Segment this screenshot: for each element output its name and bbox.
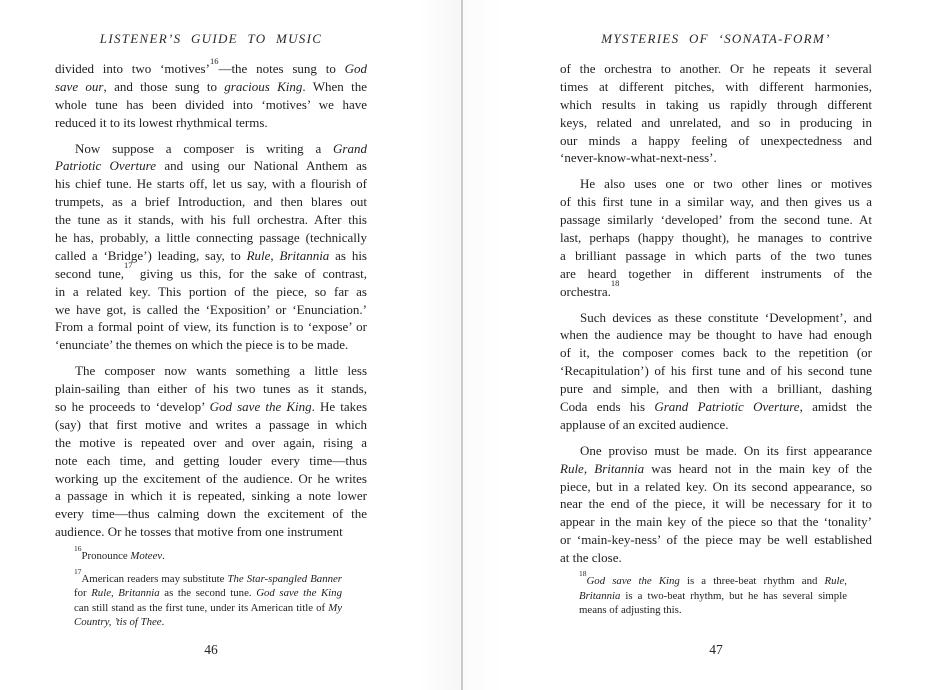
text-run: ‘Recapitulation’) of his first tune and of his second tune <box>560 363 872 379</box>
text-line <box>55 247 367 265</box>
text-line <box>560 478 872 496</box>
text-line <box>579 569 847 589</box>
text-line <box>55 96 367 114</box>
italic-text: Rule, Britannia <box>91 587 160 600</box>
text-run: his chief tune. He starts off, let us say, with a flourish of <box>55 176 367 192</box>
text-run: a passage in which it is repeated, sinking a note lower <box>55 488 367 504</box>
text-run: as his <box>329 247 367 263</box>
footnote-reference: 17 <box>74 567 82 576</box>
text-line <box>560 78 872 96</box>
text-line <box>560 460 872 478</box>
text-line <box>55 229 367 247</box>
text-line <box>560 309 872 327</box>
text-line <box>560 398 872 416</box>
text-line <box>55 157 367 175</box>
italic-text: Rule, Britannia <box>246 247 330 263</box>
text-line <box>579 603 847 618</box>
italic-text: save our <box>55 78 104 94</box>
text-run: The composer now wants something a little less <box>75 363 367 379</box>
text-line <box>560 380 872 398</box>
text-line <box>560 247 872 265</box>
italic-text: Grand <box>333 140 367 156</box>
text-run: . He takes <box>311 399 368 415</box>
text-run: means of adjusting this. <box>579 604 682 617</box>
text-line <box>560 96 872 114</box>
text-run: He also uses one or two other lines or motives <box>580 176 872 192</box>
paragraph <box>55 55 368 132</box>
text-line <box>55 434 367 452</box>
text-line <box>560 326 872 344</box>
text-run: and using our National Anthem as <box>156 158 367 174</box>
text-run: keys, related and unrelated, and so in producing in <box>560 114 872 130</box>
text-run: passage similarly ‘developed’ from the second tune. At <box>560 212 872 228</box>
text-run: so he proceeds to ‘develop’ <box>55 399 210 415</box>
text-run: as the second tune. <box>159 587 257 600</box>
text-run: last, perhaps (happy thought), he manages to contrive <box>560 230 872 246</box>
text-run: , and those sung to <box>103 78 225 94</box>
text-run: From a formal point of view, its function is to ‘expose’ or <box>55 319 367 335</box>
text-run: applause of an excited audience. <box>560 416 729 432</box>
text-run: pure and simple, and then with a brilliant, dashing <box>560 381 872 397</box>
text-run: he has, probably, a little connecting passage (technically <box>55 230 367 246</box>
text-line <box>55 211 367 229</box>
text-line <box>55 487 367 505</box>
text-line <box>55 398 367 416</box>
text-line <box>560 495 872 513</box>
footnote-reference: 16 <box>209 55 219 66</box>
text-line <box>55 114 367 132</box>
text-line <box>560 132 872 150</box>
text-run: reduced it to its lowest rhythmical terms. <box>55 114 268 130</box>
text-run: we have got, is called the ‘Exposition’ or ‘Enunciation.’ <box>55 301 367 317</box>
text-run: our minds a happy feeling of unexpectedness and <box>560 132 872 148</box>
text-run: Coda ends his <box>560 399 655 415</box>
text-line <box>55 260 368 283</box>
page-left-body <box>55 55 368 549</box>
text-line <box>55 140 367 158</box>
text-line <box>55 55 368 78</box>
text-line <box>55 283 367 301</box>
text-run: whole tune has been divided into ‘motives’ we have <box>55 96 367 112</box>
text-line <box>55 505 367 523</box>
text-run: One proviso must be made. On its first appearance <box>580 442 872 458</box>
text-line <box>55 336 367 354</box>
text-line <box>560 229 872 247</box>
text-line <box>560 531 872 549</box>
text-run: Such devices as these constitute ‘Development’, and <box>580 309 872 325</box>
paragraph <box>560 309 872 434</box>
text-line <box>55 452 367 470</box>
text-line <box>560 193 872 211</box>
italic-text: Patriotic Overture <box>55 158 156 174</box>
italic-text: God <box>344 61 368 76</box>
text-run: of the orchestra to another. Or he repeats it several <box>560 61 872 76</box>
footnote-reference: 17 <box>124 260 133 271</box>
text-run: —the notes sung to <box>218 61 345 76</box>
text-run: when the audience may be thought to have had enough <box>560 327 872 343</box>
text-run: audience. Or he tosses that motive from one instrument <box>55 524 343 540</box>
text-run: of this first tune in a similar way, and then gives us a <box>560 194 872 210</box>
footnote-reference: 18 <box>579 569 587 579</box>
text-line <box>74 586 342 601</box>
text-run: ‘never-know-what-next-ness’. <box>560 150 717 166</box>
text-run: plain-sailing than either of his two tunes as it stands, <box>55 381 367 397</box>
italic-text: My <box>328 601 342 614</box>
paragraph <box>55 362 367 541</box>
text-line <box>560 211 872 229</box>
italic-text: gracious King <box>224 78 303 94</box>
gutter-shading <box>463 0 503 690</box>
paragraph <box>560 175 872 300</box>
text-line <box>74 544 342 564</box>
text-line <box>55 523 367 541</box>
text-run: near the end of the piece, it will be necessary for it to <box>560 496 872 512</box>
italic-text: The Star-spangled Banner <box>227 572 342 585</box>
text-run: times at different pitches, with different harmonies, <box>560 78 872 94</box>
page-right-body <box>560 60 872 575</box>
text-line <box>55 470 367 488</box>
text-line <box>55 318 367 336</box>
text-run: piece, but in a related key. On its second appearance, so <box>560 478 872 494</box>
text-run: which results in taking us rapidly through different <box>560 96 872 112</box>
text-line <box>579 589 847 604</box>
page-left <box>55 0 367 690</box>
paragraph <box>55 140 367 355</box>
page-number-left: 46 <box>204 642 218 657</box>
text-line <box>55 380 367 398</box>
text-line <box>560 513 872 531</box>
text-run: for <box>74 587 92 600</box>
italic-text: Country, ’tis of Thee <box>74 616 162 629</box>
text-run: second tune, <box>55 265 125 281</box>
text-run: at the close. <box>560 550 622 566</box>
gutter-shading <box>417 0 461 690</box>
text-run: ‘enunciate’ the themes on which the piece is to be made. <box>55 337 349 353</box>
text-run: American readers may substitute <box>81 572 228 585</box>
text-line <box>560 442 872 460</box>
text-run: or ‘main-key-ness’ of the piece may be well established <box>560 532 872 548</box>
paragraph <box>74 567 342 630</box>
text-run: . <box>162 550 165 562</box>
text-line <box>560 362 872 380</box>
text-run: of it, the composer comes back to the repetition (or <box>560 345 872 361</box>
text-run: was heard not in the main key of the <box>644 460 872 476</box>
text-run: can still stand as the first tune, under its American title of <box>74 601 329 614</box>
text-run: called a ‘Bridge’) leading, say, to <box>55 247 247 263</box>
italic-text: Grand Patriotic Overture <box>654 399 800 415</box>
text-line <box>55 416 367 434</box>
page-divider <box>461 0 463 690</box>
italic-text: God save the King <box>209 399 312 415</box>
page-number-right: 47 <box>709 642 723 657</box>
text-run: are heard together in different instruments of the <box>560 265 872 281</box>
text-line <box>55 78 367 96</box>
text-line <box>560 60 872 78</box>
text-line <box>560 344 872 362</box>
text-run: divided into two ‘motives’ <box>55 61 210 76</box>
text-run: . <box>161 616 165 629</box>
text-line <box>55 362 367 380</box>
text-line <box>74 567 342 587</box>
text-run: the tune as it stands, with his full orchestra. After this <box>55 212 367 228</box>
text-line <box>55 301 367 319</box>
text-line <box>560 114 872 132</box>
text-run: is a two-beat rhythm, but he has several simple <box>620 589 847 602</box>
footnote-reference: 16 <box>74 544 82 554</box>
text-run: Now suppose a composer is writing a <box>75 140 334 156</box>
text-line <box>74 601 342 616</box>
text-line <box>560 265 872 283</box>
text-run: , amidst the <box>799 399 872 415</box>
page-right <box>560 0 872 690</box>
text-run: (say) that first motive and writes a passage in which <box>55 416 367 432</box>
italic-text: Moteev <box>130 550 163 562</box>
italic-text: God save the King <box>586 575 680 587</box>
text-run: is a three-beat rhythm and <box>679 575 825 587</box>
text-run: trumpets, as a brief Introduction, and then blares out <box>55 194 367 210</box>
italic-text: Rule, <box>824 575 847 587</box>
text-line <box>74 615 342 630</box>
text-run: appear in the main key of the piece so that the ‘tonality’ <box>560 514 872 530</box>
text-line <box>55 175 367 193</box>
italic-text: Britannia <box>579 589 621 602</box>
text-run: orchestra. <box>560 283 611 299</box>
text-run: giving us this, for the sake of contrast, <box>132 265 368 281</box>
text-run: note each time, and getting louder every time—thus <box>55 452 367 468</box>
text-run: a brilliant passage in which parts of the two tunes <box>560 247 872 263</box>
text-run: working up the excitement of the audience. Or he writes <box>55 470 367 486</box>
text-run: the motive is repeated over and over again, rising a <box>55 434 367 450</box>
running-header-right: MYSTERIES OF ‘SONATA-FORM’ <box>601 31 831 46</box>
text-line <box>55 193 367 211</box>
text-line <box>560 149 872 167</box>
footnote-reference: 18 <box>610 278 620 289</box>
italic-text: Rule, Britannia <box>560 460 645 476</box>
text-line <box>560 416 872 434</box>
text-line <box>560 549 872 567</box>
text-line <box>560 278 872 301</box>
page-left-footnotes <box>74 544 342 638</box>
text-line <box>560 175 872 193</box>
paragraph <box>560 60 872 167</box>
running-header-left: LISTENER’S GUIDE TO MUSIC <box>99 31 323 46</box>
paragraph <box>579 569 847 618</box>
italic-text: God save the King <box>256 587 342 600</box>
text-run: in a related key. This portion of the piece, so far as <box>55 283 367 299</box>
text-run: every time—thus calming down the excitement of the <box>55 506 367 522</box>
text-run: . When the <box>302 78 367 94</box>
paragraph <box>560 442 872 567</box>
page-right-footnotes <box>579 569 847 626</box>
paragraph <box>74 544 342 564</box>
text-run: Pronounce <box>81 550 131 562</box>
